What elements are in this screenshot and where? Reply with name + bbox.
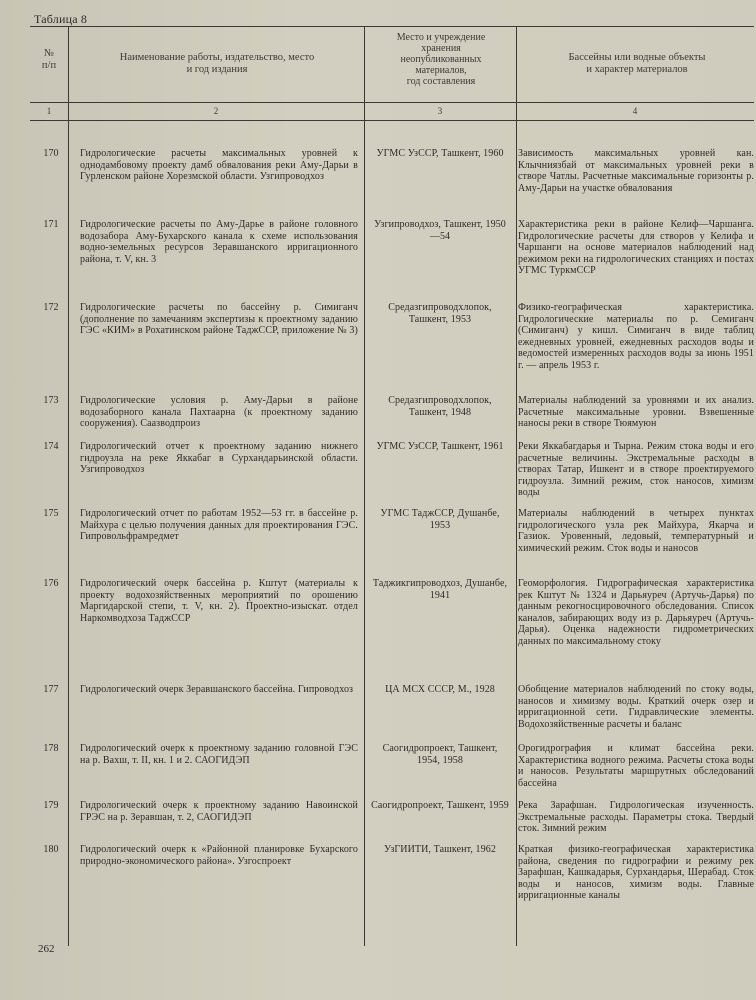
storage-place: Средазгипроводхлопок, Ташкент, 1948 <box>388 395 492 418</box>
header-desc: Бассейны или водные объекты и характер материалов <box>568 52 706 75</box>
work-title: Гидрологические расчеты по Аму-Дарье в районе головного водозабора Аму-Бухарского канала к схеме использования водно-земельных ресурсов Зеравшанского ирригационного района, т. V, кн. 3 <box>80 219 358 265</box>
materials-description: Материалы наблюдений за уровнями и их анализ. Расчетные максимальные уровни. Взвешенные наносы реки в створе Тюямуюн <box>518 395 754 430</box>
column-number-3: 3 <box>437 106 443 116</box>
row-number: 179 <box>43 800 59 811</box>
work-title: Гидрологический очерк Зеравшанского бассейна. Гипроводхоз <box>80 684 354 695</box>
header-num: № п/п <box>41 48 57 71</box>
column-divider-1 <box>68 26 69 946</box>
column-number-1: 1 <box>46 106 52 116</box>
row-number: 173 <box>43 395 59 406</box>
header-place: Место и учреждение хранения неопубликованных материалов, год составления <box>396 32 486 87</box>
page-number: 262 <box>38 943 55 955</box>
work-title: Гидрологические расчеты максимальных уровней к однодамбовому проекту дамб обвалования реки Аму-Дарьи в Гурленском районе Хорезмской области. Узгипроводхоз <box>80 148 358 183</box>
materials-description: Материалы наблюдений в четырех пунктах гидрологического узла рек Майхура, Якарча и Газиок. Уровенный, ледовый, температурный и химический режим. Сток воды и наносов <box>518 508 754 554</box>
materials-description: Краткая физико-географическая характеристика района, сведения по гидрографии и режиму рек Зарафшан, Кашкадарья, Сурхандарья, Шерабад. Сток воды и наносов, химизм воды. Главные ирригационные каналы <box>518 844 754 902</box>
storage-place: Узгипроводхоз, Ташкент, 1950—54 <box>374 219 506 242</box>
work-title: Гидрологический очерк к проектному заданию Навоинской ГРЭС на р. Зеравшан, т. 2, САОГИДЭП <box>80 800 358 823</box>
column-divider-2 <box>364 26 365 946</box>
materials-description: Обобщение материалов наблюдений по стоку воды, наносов и химизму воды. Краткий очерк озер и ирригационной сети. Гидравлические элементы. Водохозяйственные расчеты и баланс <box>518 684 754 730</box>
row-number: 180 <box>43 844 59 855</box>
row-number: 170 <box>43 148 59 159</box>
work-title: Гидрологические условия р. Аму-Дарьи в районе водозаборного канала Пахтаарна (к проектному заданию сооружения). Саазводпроиз <box>80 395 358 430</box>
storage-place: УГМС УзССР, Ташкент, 1961 <box>376 441 504 452</box>
work-title: Гидрологический отчет к проектному заданию нижнего гидроузла на реке Яккабаг в Сурхандарьинской области. Узгипроводхоз <box>80 441 358 476</box>
row-number: 176 <box>43 578 59 589</box>
storage-place: Средазгипроводхлопок, Ташкент, 1953 <box>388 302 492 325</box>
work-title: Гидрологический отчет по работам 1952—53 гг. в бассейне р. Майхура с целью получения данных для проектирования ГЭС. Гипровольфрамредмет <box>80 508 358 543</box>
header-top-rule <box>30 26 754 27</box>
column-number-2: 2 <box>213 106 219 116</box>
storage-place: УГМС ТаджССР, Душанбе, 1953 <box>380 508 500 531</box>
storage-place: УзГИИТИ, Ташкент, 1962 <box>384 844 496 855</box>
storage-place: ЦА МСХ СССР, М., 1928 <box>385 684 495 695</box>
table-label: Таблица 8 <box>34 12 88 26</box>
storage-place: Саогидропроект, Ташкент, 1954, 1958 <box>382 743 498 766</box>
column-number-4: 4 <box>632 106 638 116</box>
materials-description: Характеристика реки в районе Келиф—Чаршанга. Гидрологические расчеты для створов у Келифа и Чаршанги на основе материалов наблюдений над режимом реки на гидрологических станциях и постах УГМС ТуркмССР <box>518 219 754 277</box>
column-numbers-rule <box>30 120 754 121</box>
work-title: Гидрологические расчеты по бассейну р. Симиганч (дополнение по замечаниям экспертизы к проектному заданию ГЭС «КИМ» в Рохатинском районе ТаджССР, приложение № 3) <box>80 302 358 337</box>
work-title: Гидрологический очерк бассейна р. Кштут (материалы к проекту водохозяйственных мероприятий по орошению Маргидарской степи, т. V, кн. 2). Проектно-изыскат. отдел Наркомводхоза ТаджССР <box>80 578 358 624</box>
materials-description: Зависимость максимальных уровней кан. Клычниязбай от максимальных уровней реки в створе Чатлы. Расчетные максимальные горизонты р. Аму-Дарьи на участке обвалования <box>518 148 754 194</box>
row-number: 172 <box>43 302 59 313</box>
row-number: 178 <box>43 743 59 754</box>
row-number: 177 <box>43 684 59 695</box>
materials-description: Реки Яккабагдарья и Тырна. Режим стока воды и его расчетные величины. Экстремальные расходы в створах Татар, Ишкент и в створе проектируемого гидроузла. Зимний режим, сток наносов, химизм воды <box>518 441 754 499</box>
materials-description: Река Зарафшан. Гидрологическая изученность. Экстремальные расходы. Параметры стока. Твердый сток. Зимний режим <box>518 800 754 835</box>
storage-place: Таджикгипроводхоз, Душанбе, 1941 <box>372 578 508 601</box>
work-title: Гидрологический очерк к «Районной планировке Бухарского природно-экономического района». Узгоспроект <box>80 844 358 867</box>
header-divider-rule <box>30 102 754 103</box>
materials-description: Геоморфология. Гидрографическая характеристика рек Кштут № 1324 и Дарьяуреч (Артучь-Дарья) по данным рекогносцировочного обследования. Список каналов, забирающих воду из р. Дарьяуреч (Артучь-Дарья). Оценка надежности гидрометрических данных по максимальному стоку <box>518 578 754 647</box>
row-number: 175 <box>43 508 59 519</box>
materials-description: Орогидрография и климат бассейна реки. Характеристика водного режима. Расчеты стока воды и наносов. Результаты маршрутных обследований бассейна <box>518 743 754 789</box>
row-number: 171 <box>43 219 59 230</box>
column-divider-3 <box>516 26 517 946</box>
row-number: 174 <box>43 441 59 452</box>
storage-place: УГМС УзССР, Ташкент, 1960 <box>376 148 504 159</box>
work-title: Гидрологический очерк к проектному заданию головной ГЭС на р. Вахш, т. II, кн. 1 и 2. САОГИДЭП <box>80 743 358 766</box>
storage-place: Саогидропроект, Ташкент, 1959 <box>371 800 509 811</box>
header-title: Наименование работы, издательство, место и год издания <box>119 52 315 75</box>
materials-description: Физико-географическая характеристика. Гидрологические материалы по р. Семиганч (Симиганч) у кишл. Симиганч в виде таблиц ежедневных уровней, ежедневных расходов воды и ведомостей измеренных расходов воды за июнь 1951 г. — апрель 1953 г. <box>518 302 754 371</box>
